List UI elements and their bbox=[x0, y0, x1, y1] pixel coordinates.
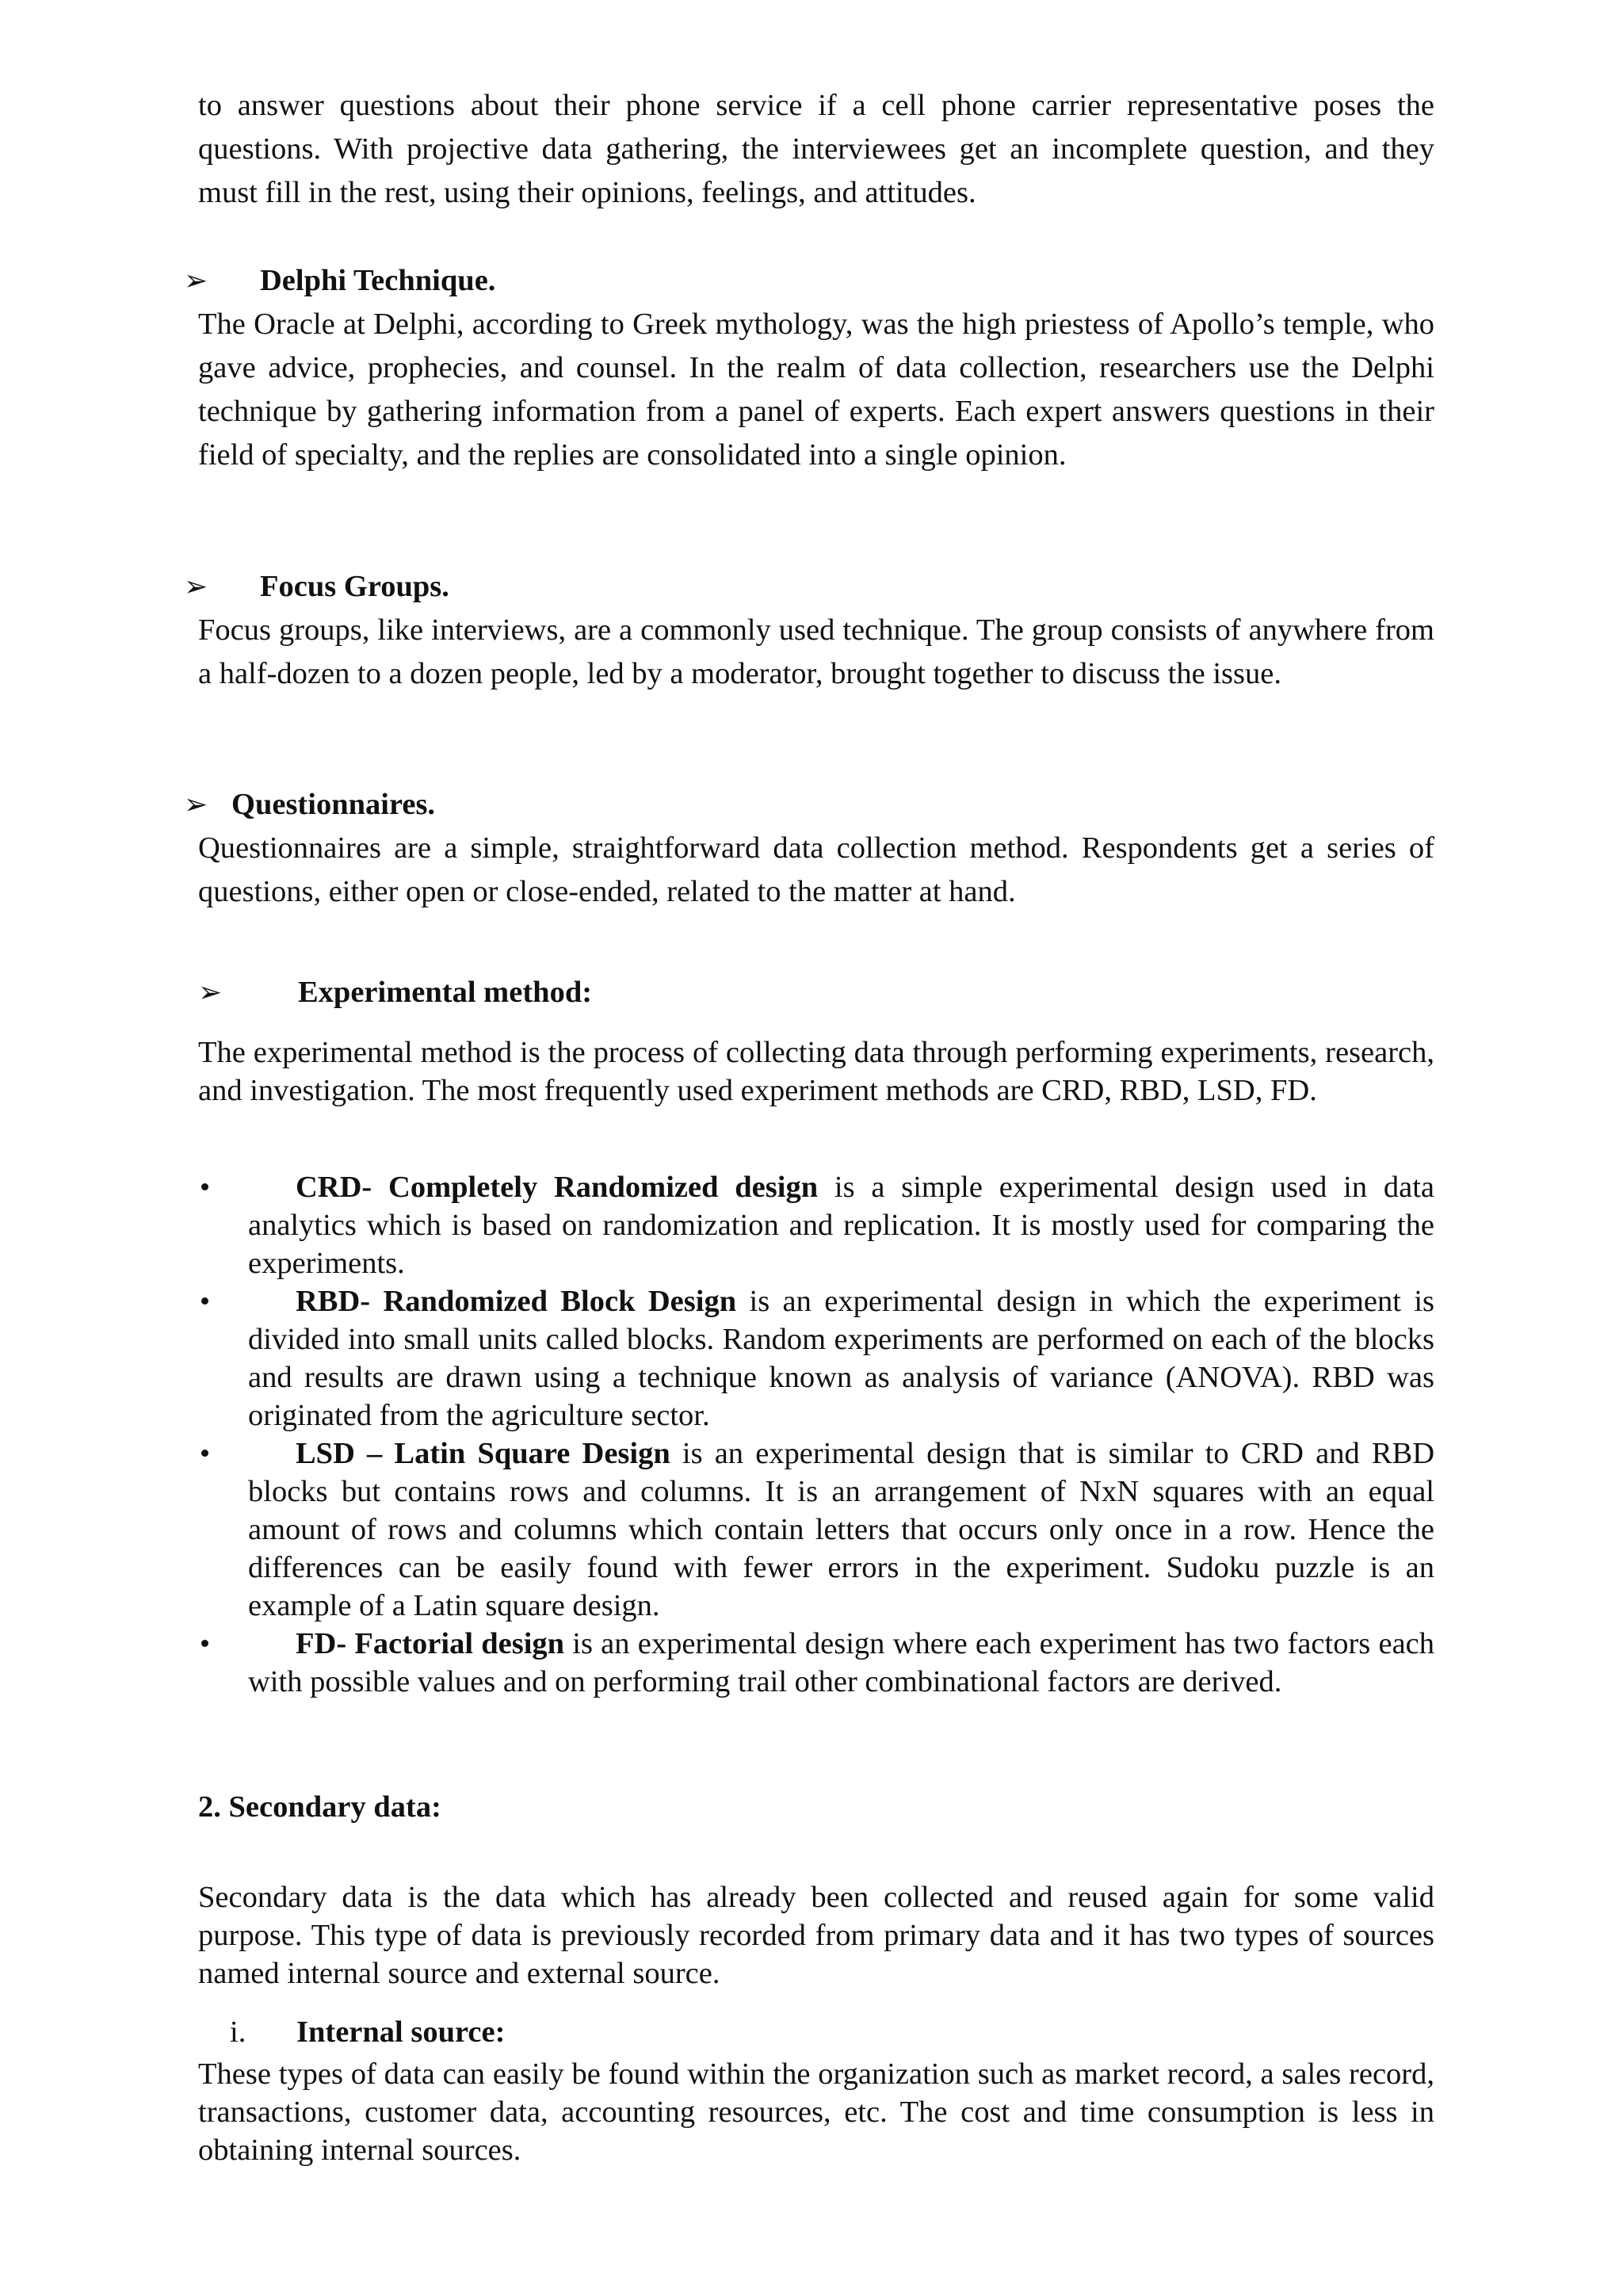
delphi-paragraph: The Oracle at Delphi, according to Greek mythology, was the high priestess of Apollo’s temple, who gave advice, prophecies, and counsel. In the realm of data collection, researchers use the Delphi technique by gathering information from a panel of experts. Each expert answers questions in their field of specialty, and the replies are consolidated into a single opinion. bbox=[198, 308, 1434, 472]
questionnaires-heading: Questionnaires. bbox=[231, 788, 436, 821]
delphi-heading: Delphi Technique. bbox=[260, 264, 496, 297]
bullet-dot-icon bbox=[201, 1183, 208, 1190]
rbd-description: is an experimental design in which the experiment is divided into small units called blocks. Random experiments are performed on each of the blocks and results are drawn using a technique known as analysis of variance (ANOVA). RBD was originated from the agriculture sector. bbox=[248, 1285, 1434, 1432]
list-item bbox=[198, 1625, 1434, 1701]
focus-paragraph: Focus groups, like interviews, are a commonly used technique. The group consists of anywhere from a half-dozen to a dozen people, led by a moderator, brought together to discuss the issue. bbox=[198, 613, 1434, 690]
experimental-paragraph: The experimental method is the process of collecting data through performing experiments, research, and investigation. The most frequently used experiment methods are CRD, RBD, LSD, FD. bbox=[198, 1036, 1434, 1107]
fd-description: is an experimental design where each experiment has two factors each with possible values and on performing trail other combinational factors are derived. bbox=[248, 1627, 1434, 1698]
bullet-dot-icon bbox=[201, 1297, 208, 1305]
list-item bbox=[198, 1282, 1434, 1435]
arrow-bullet-icon: ➢ bbox=[184, 789, 208, 821]
internal-heading: Internal source: bbox=[296, 2015, 506, 2049]
secondary-heading: 2. Secondary data: bbox=[198, 1790, 441, 1824]
arrow-bullet-icon: ➢ bbox=[184, 265, 208, 297]
list-item bbox=[198, 1168, 1434, 1282]
arrow-bullet-icon: ➢ bbox=[184, 571, 208, 603]
experimental-heading: Experimental method: bbox=[298, 976, 593, 1009]
bullet-dot-icon bbox=[201, 1640, 208, 1647]
bullet-dot-icon bbox=[201, 1450, 208, 1457]
internal-paragraph: These types of data can easily be found within the organization such as market record, a sales record, transactions, customer data, accounting resources, etc. The cost and time consumption is less in obtaining internal sources. bbox=[198, 2057, 1434, 2167]
questionnaires-paragraph: Questionnaires are a simple, straightforward data collection method. Respondents get a series of questions, either open or close-ended, related to the matter at hand. bbox=[198, 831, 1434, 908]
arrow-bullet-icon: ➢ bbox=[198, 976, 223, 1009]
intro-paragraph: to answer questions about their phone service if a cell phone carrier representative poses the questions. With projective data gathering, the interviewees get an incomplete question, and they must fill in the rest, using their opinions, feelings, and attitudes. bbox=[198, 89, 1434, 209]
focus-heading: Focus Groups. bbox=[260, 570, 449, 603]
fd-term: FD- Factorial design bbox=[296, 1627, 565, 1660]
roman-numeral: i. bbox=[230, 2015, 246, 2049]
list-item bbox=[198, 1435, 1434, 1625]
lsd-description: is an experimental design that is similar to CRD and RBD blocks but contains rows and columns. It is an arrangement of NxN squares with an equal amount of rows and columns which contain letters that occurs only once in a row. Hence the differences can be easily found with fewer errors in the experiment. Sudoku puzzle is an example of a Latin square design. bbox=[248, 1437, 1434, 1622]
crd-term: CRD- Completely Randomized design bbox=[296, 1171, 819, 1204]
lsd-term: LSD – Latin Square Design bbox=[296, 1437, 670, 1470]
secondary-paragraph: Secondary data is the data which has already been collected and reused again for some valid purpose. This type of data is previously recorded from primary data and it has two types of sources named internal source and external source. bbox=[198, 1881, 1434, 1990]
crd-description: is a simple experimental design used in data analytics which is based on randomization and replication. It is mostly used for comparing the experiments. bbox=[248, 1171, 1434, 1280]
rbd-term: RBD- Randomized Block Design bbox=[296, 1285, 737, 1318]
